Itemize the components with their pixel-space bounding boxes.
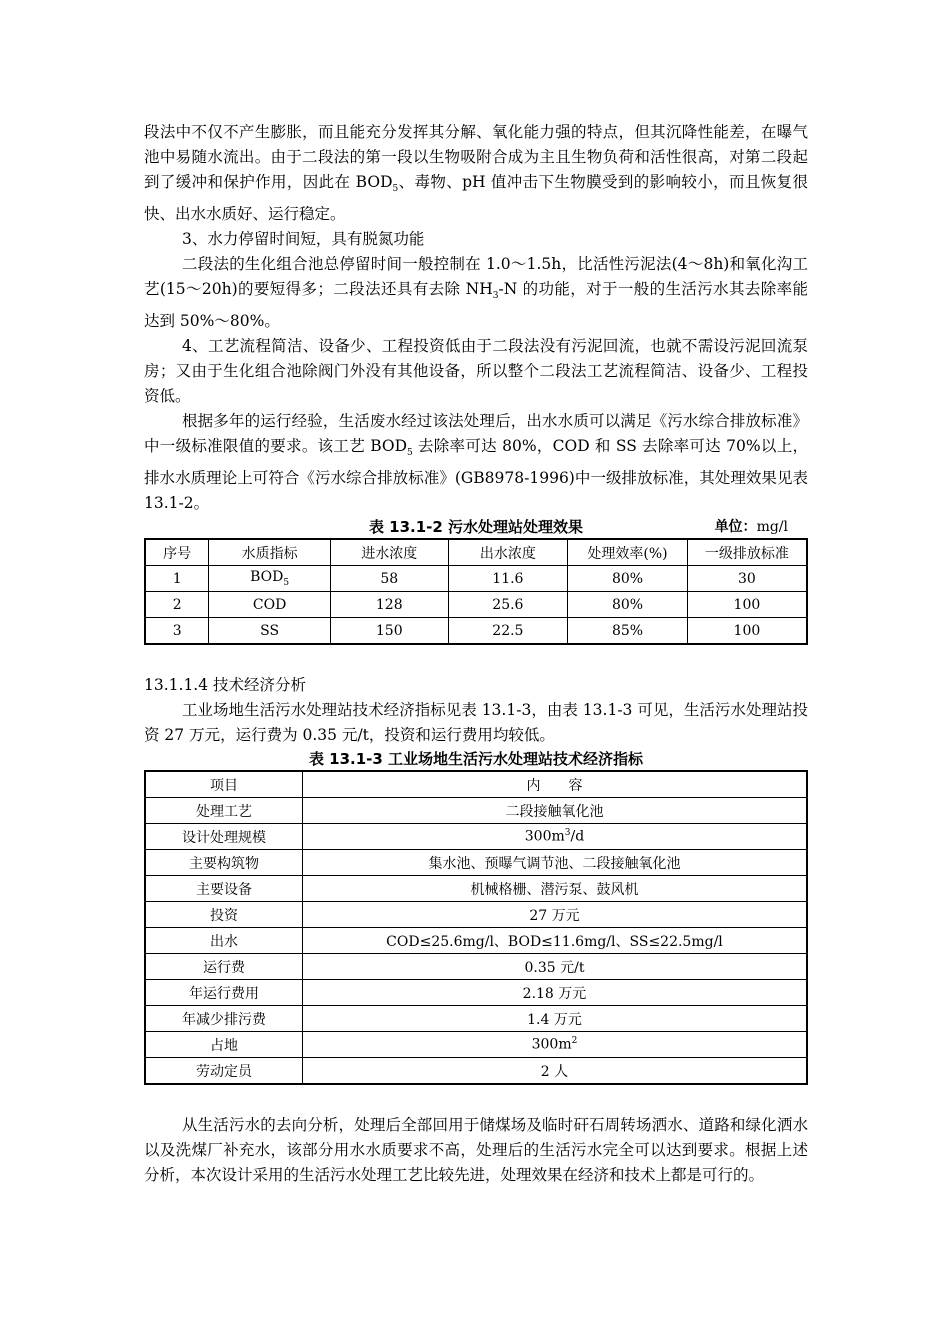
- table-cell: 年减少排污费: [145, 1006, 302, 1032]
- table-cell: 0.35 元/t: [302, 954, 807, 980]
- paragraph-operating-experience: 根据多年的运行经验，生活废水经过该法处理后，出水水质可以满足《污水综合排放标准》中一级标准限值的要求。该工艺 $BOD_5$ 去除率可达 80%，COD 和 SS 去除率可达 70%以上，排水水质理论上可符合《污水综合排放标准》(GB8978-1996)中一级排放标准，其处理效果见表 13.1-2。: [144, 412, 808, 513]
- table-cell: 投资: [145, 902, 302, 928]
- table-cell: COD≤25.6mg/l、BOD≤11.6mg/l、SS≤22.5mg/l: [302, 928, 807, 954]
- paragraph-tech-economic-intro: 工业场地生活污水处理站技术经济指标见表 13.1-3，由表 13.1-3 可见，生活污水处理站投资 27 万元，运行费为 0.35 元/t，投资和运行费用均较低。: [144, 701, 808, 745]
- table-cell: 1.4 万元: [302, 1006, 807, 1032]
- table-cell: COD: [209, 592, 331, 618]
- table-cell: 机械格栅、潜污泵、鼓风机: [302, 876, 807, 902]
- table-cell: 主要构筑物: [145, 850, 302, 876]
- table-cell: 11.6: [448, 566, 568, 592]
- table-row: [145, 618, 807, 645]
- paragraph-process-simple: 4、工艺流程简洁、设备少、工程投资低由于二段法没有污泥回流，也就不需设污泥回流泵房；又由于生化组合池除阀门外没有其他设备，所以整个二段法工艺流程简洁、设备少、工程投资低。: [144, 337, 808, 406]
- header-cell: 序号: [145, 539, 209, 566]
- table-13-1-2-caption-row: [144, 516, 808, 538]
- tech-economic-table: [144, 770, 808, 1085]
- table-13-1-3-caption: 表 13.1-3 工业场地生活污水处理站技术经济指标: [308, 750, 644, 769]
- table-row: [145, 824, 807, 850]
- item-3-heading: 3、水力停留时间短，具有脱氮功能: [182, 230, 425, 249]
- table-cell: 2: [145, 592, 209, 618]
- table-cell: 二段接触氧化池: [302, 798, 807, 824]
- table-13-1-2-unit: 单位：mg/l: [714, 519, 788, 536]
- table-cell: $300m^3/d$: [302, 824, 807, 850]
- header-cell: 一级排放标准: [687, 539, 807, 566]
- table-row: [145, 1032, 807, 1058]
- table-row: [145, 954, 807, 980]
- table-cell: 150: [330, 618, 448, 645]
- table-cell: 58: [330, 566, 448, 592]
- table-cell: 80%: [568, 566, 688, 592]
- header-cell: 水质指标: [209, 539, 331, 566]
- table-cell: 100: [687, 618, 807, 645]
- table-row: [145, 928, 807, 954]
- table-cell: 设计处理规模: [145, 824, 302, 850]
- paragraph-retention-time: 二段法的生化组合池总停留时间一般控制在 1.0～1.5h，比活性污泥法(4～8h)和氧化沟工艺(15～20h)的要短得多；二段法还具有去除 $NH_3-N$ 的功能，对于一般的生活污水其去除率能达到 50%～80%。: [144, 255, 809, 331]
- table-row: [145, 1006, 807, 1032]
- header-cell: 项目: [145, 771, 302, 798]
- table-cell: 年运行费用: [145, 980, 302, 1006]
- header-cell: 内 容: [302, 771, 807, 798]
- table-cell: 80%: [568, 592, 688, 618]
- table-row: [145, 902, 807, 928]
- table-cell: 集水池、预曝气调节池、二段接触氧化池: [302, 850, 807, 876]
- table-cell: SS: [209, 618, 331, 645]
- table-row: [145, 1058, 807, 1085]
- table-row: [145, 798, 807, 824]
- table-row: [145, 850, 807, 876]
- paragraph-two-stage-advantages: 段法中不仅不产生膨胀，而且能充分发挥其分解、氧化能力强的特点，但其沉降性能差，在曝气池中易随水流出。由于二段法的第一段以生物吸附合成为主且生物负荷和活性很高，对第二段起到了缓冲和保护作用，因此在 $BOD_5$、毒物、pH 值冲击下生物膜受到的影响较小，而且恢复很快、出水水质好、运行稳定。: [144, 123, 808, 224]
- table-cell: 2 人: [302, 1058, 807, 1085]
- header-cell: 出水浓度: [448, 539, 568, 566]
- table-cell: 3: [145, 618, 209, 645]
- table-cell: 1: [145, 566, 209, 592]
- paragraph-conclusion: 从生活污水的去向分析，处理后全部回用于储煤场及临时矸石周转场洒水、道路和绿化洒水以及洗煤厂补充水，该部分用水水质要求不高，处理后的生活污水完全可以达到要求。根据上述分析，本次设计采用的生活污水处理工艺比较先进，处理效果在经济和技术上都是可行的。: [144, 1116, 808, 1185]
- table-cell: 主要设备: [145, 876, 302, 902]
- table-cell: 劳动定员: [145, 1058, 302, 1085]
- table-cell: 占地: [145, 1032, 302, 1058]
- table-cell: 128: [330, 592, 448, 618]
- table-cell: 22.5: [448, 618, 568, 645]
- table-cell: 30: [687, 566, 807, 592]
- header-cell: 进水浓度: [330, 539, 448, 566]
- table-row: [145, 566, 807, 592]
- table-row: [145, 876, 807, 902]
- table-row: [145, 980, 807, 1006]
- treatment-effect-table: [144, 538, 808, 645]
- table-cell: 处理工艺: [145, 798, 302, 824]
- table-cell: 运行费: [145, 954, 302, 980]
- table-cell: $BOD_5$: [209, 566, 331, 592]
- table-row: [145, 592, 807, 618]
- table-cell: $300m^2$: [302, 1032, 807, 1058]
- table-header-row: [145, 771, 807, 798]
- table-cell: 2.18 万元: [302, 980, 807, 1006]
- section-heading-tech-economic: 13.1.1.4 技术经济分析: [144, 676, 307, 695]
- table-cell: 出水: [145, 928, 302, 954]
- table-cell: 27 万元: [302, 902, 807, 928]
- table-header-row: [145, 539, 807, 566]
- table-13-1-2-caption: 表 13.1-2 污水处理站处理效果: [368, 518, 584, 537]
- document-page: [144, 120, 808, 1188]
- table-cell: 100: [687, 592, 807, 618]
- table-cell: 25.6: [448, 592, 568, 618]
- header-cell: 处理效率(%): [568, 539, 688, 566]
- table-cell: 85%: [568, 618, 688, 645]
